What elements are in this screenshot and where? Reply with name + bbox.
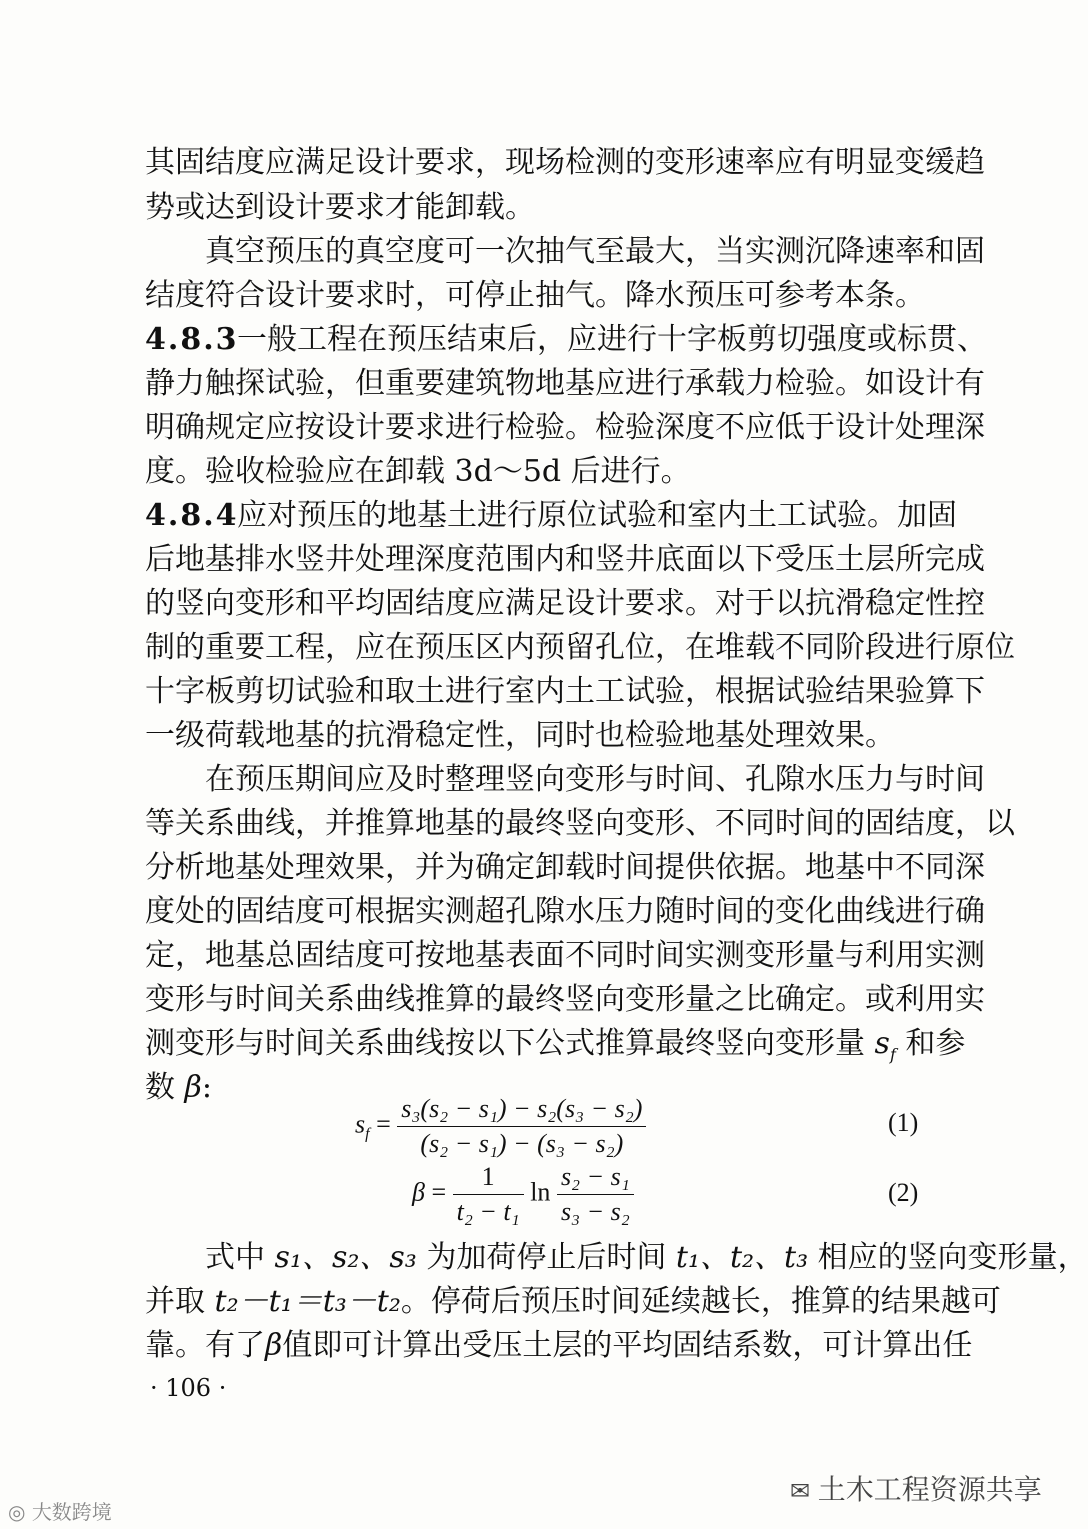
text-line: 势或达到设计要求才能卸载。 bbox=[145, 190, 535, 225]
formula-1: $s_f$ = $\frac{\text{s₃(s₂ − s₁) − s₂(s₃ − s₂)}}{\text{(s₂ − s₁) − (s₃ − s₂)}}$ bbox=[355, 1092, 646, 1161]
text-line: 一级荷载地基的抗滑稳定性，同时也检验地基处理效果。 bbox=[145, 718, 895, 753]
text-line: 其固结度应满足设计要求，现场检测的变形速率应有明显变缓趋 bbox=[145, 145, 985, 180]
page-number: · 106 · bbox=[150, 1374, 227, 1402]
logo-icon: ◎ bbox=[8, 1500, 32, 1524]
text-line: 静力触探试验，但重要建筑物地基应进行承载力检验。如设计有 bbox=[145, 366, 985, 401]
fraction: $\frac{\text{s₂ − s₁}}{\text{s₃ − s₂}}$ bbox=[557, 1160, 634, 1229]
text-line: 度。验收检验应在卸载 3d～5d 后进行。 bbox=[145, 454, 691, 489]
equation-number: (1) bbox=[888, 1108, 919, 1137]
text-line: 的竖向变形和平均固结度应满足设计要求。对于以抗滑稳定性控 bbox=[145, 586, 985, 621]
text-line: 并取 t₂－t₁＝t₃－t₂。停荷后预压时间延续越长，推算的结果越可 bbox=[145, 1284, 1001, 1319]
text-line: 定，地基总固结度可按地基表面不同时间实测变形量与利用实测 bbox=[145, 938, 985, 973]
text-line: 结度符合设计要求时，可停止抽气。降水预压可参考本条。 bbox=[145, 278, 925, 313]
text-line: 测变形与时间关系曲线按以下公式推算最终竖向变形量 $s_f$ 和参 bbox=[145, 1026, 966, 1064]
text-line: 等关系曲线，并推算地基的最终竖向变形、不同时间的固结度，以 bbox=[145, 806, 1015, 841]
clause-number: 4.8.4 bbox=[145, 498, 239, 533]
text-line: 真空预压的真空度可一次抽气至最大，当实测沉降速率和固 bbox=[205, 234, 985, 269]
watermark-right: ✉ 土木工程资源共享 bbox=[790, 1473, 1042, 1506]
text-line: 度处的固结度可根据实测超孔隙水压力随时间的变化曲线进行确 bbox=[145, 894, 985, 929]
text-line: 后地基排水竖井处理深度范围内和竖井底面以下受压土层所完成 bbox=[145, 542, 985, 577]
clause-number: 4.8.3 bbox=[145, 322, 239, 357]
fraction: $\frac{\text{s₃(s₂ − s₁) − s₂(s₃ − s₂)}}{\text{(s₂ − s₁) − (s₃ − s₂)}}$ bbox=[397, 1092, 646, 1161]
formula-2: β = $\frac{1}{\text{t₂ − t₁}}$ ln $\frac{\text{s₂ − s₁}}{\text{s₃ − s₂}}$ bbox=[412, 1160, 634, 1229]
watermark-left: ◎ 大数跨境 bbox=[8, 1500, 112, 1524]
clause-4-8-3: 4.8.3一般工程在预压结束后，应进行十字板剪切强度或标贯、 bbox=[145, 320, 935, 360]
clause-4-8-4: 4.8.4应对预压的地基土进行原位试验和室内土工试验。加固 bbox=[145, 496, 935, 536]
text-line: 在预压期间应及时整理竖向变形与时间、孔隙水压力与时间 bbox=[205, 762, 985, 797]
text-line: 变形与时间关系曲线推算的最终竖向变形量之比确定。或利用实 bbox=[145, 982, 985, 1017]
text-line: 式中 s₁、s₂、s₃ 为加荷停止后时间 t₁、t₂、t₃ 相应的竖向变形量， bbox=[205, 1240, 1088, 1275]
text-line: 分析地基处理效果，并为确定卸载时间提供依据。地基中不同深 bbox=[145, 850, 985, 885]
text-line: 制的重要工程，应在预压区内预留孔位，在堆载不同阶段进行原位 bbox=[145, 630, 1015, 665]
text-line: 靠。有了β值即可计算出受压土层的平均固结系数，可计算出任 bbox=[145, 1328, 973, 1363]
text-line: 数 β: bbox=[145, 1070, 212, 1105]
equation-number: (2) bbox=[888, 1178, 919, 1207]
text-line: 十字板剪切试验和取土进行室内土工试验，根据试验结果验算下 bbox=[145, 674, 985, 709]
text-line: 明确规定应按设计要求进行检验。检验深度不应低于设计处理深 bbox=[145, 410, 985, 445]
fraction: $\frac{1}{\text{t₂ − t₁}}$ bbox=[453, 1160, 524, 1229]
wechat-icon: ✉ bbox=[790, 1477, 818, 1505]
